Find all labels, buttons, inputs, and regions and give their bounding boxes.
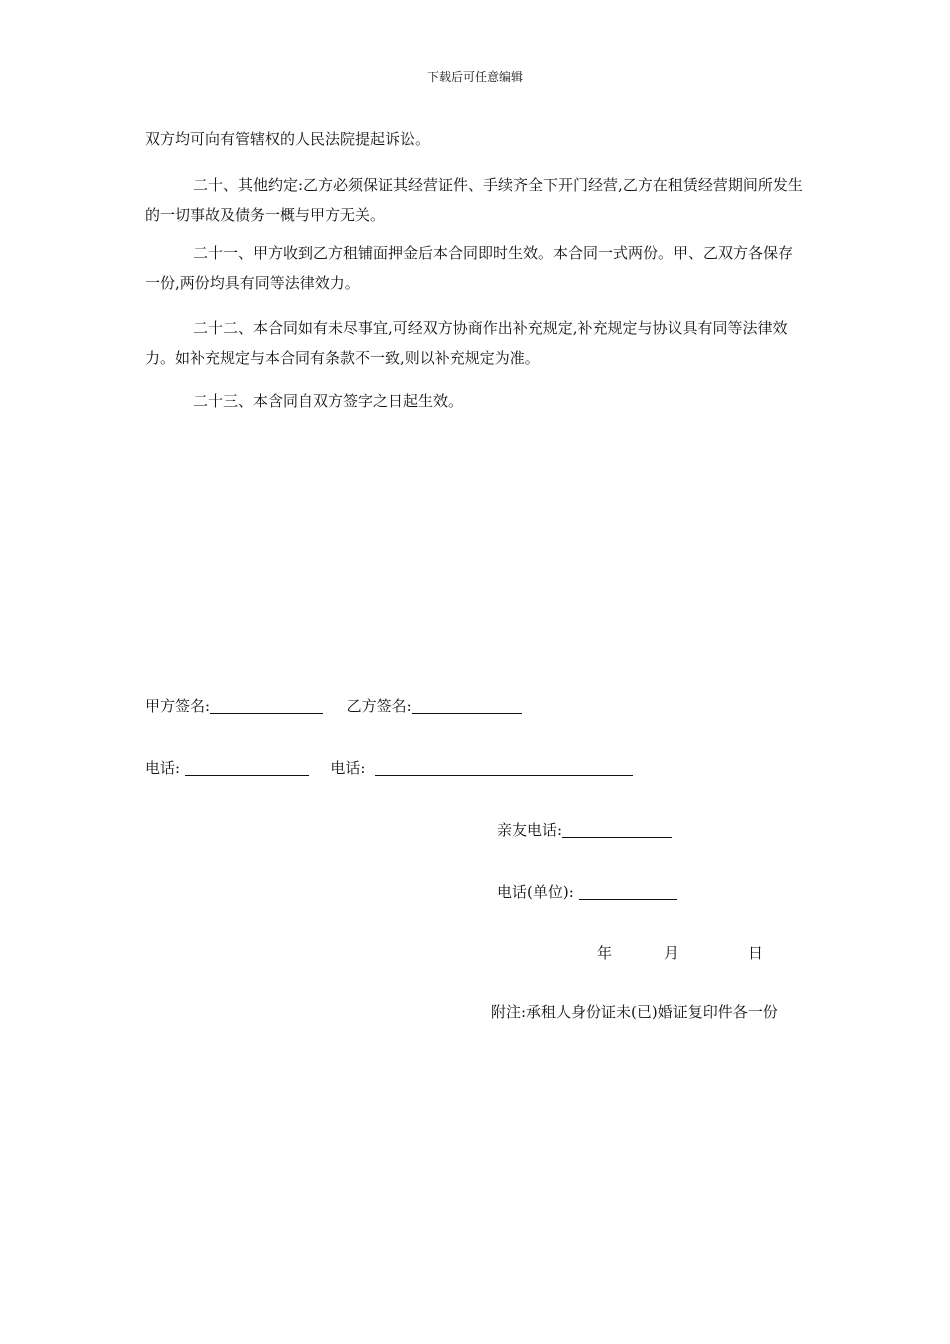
relative-phone-label: 亲友电话: (497, 821, 563, 839)
clause-21: 二十一、甲方收到乙方租铺面押金后本合同即时生效。本合同一式两份。甲、乙双方各保存一份,两份均具有同等法律效力。 (145, 244, 794, 292)
date-month-label: 月 (664, 944, 680, 962)
relative-phone-field[interactable] (562, 821, 672, 838)
party-b-signature-label: 乙方签名: (346, 697, 412, 715)
clause-20: 二十、其他约定:乙方必须保证其经营证件、手续齐全下开门经营,乙方在租赁经营期间所发生的一切事故及债务一概与甲方无关。 (145, 176, 803, 224)
party-a-phone-label: 电话: (145, 759, 185, 777)
date-day-label: 日 (748, 944, 764, 962)
work-phone-field[interactable] (579, 883, 677, 900)
work-phone-label: 电话(单位): (497, 883, 579, 901)
party-b-signature-field[interactable] (412, 697, 522, 714)
clause-22: 二十二、本合同如有未尽事宜,可经双方协商作出补充规定,补充规定与协议具有同等法律效力。如补充规定与本合同有条款不一致,则以补充规定为准。 (145, 319, 788, 367)
party-b-phone-label: 电话: (330, 759, 366, 777)
party-a-phone-field[interactable] (185, 759, 309, 776)
phone-row (145, 758, 633, 778)
signature-row (145, 696, 522, 716)
work-phone-row (497, 882, 677, 902)
clause-23: 二十三、本含同自双方签字之日起生效。 (193, 392, 464, 410)
date-year-label: 年 (597, 944, 613, 962)
party-a-signature-label: 甲方签名: (145, 697, 211, 715)
paragraph-continuation: 双方均可向有管辖权的人民法院提起诉讼。 (145, 130, 431, 148)
party-a-signature-field[interactable] (210, 697, 323, 714)
page-header: 下载后可任意编辑 (426, 70, 523, 84)
attachment-note: 附注:承租人身份证未(已)婚证复印件各一份 (491, 1003, 778, 1021)
relative-phone-row (497, 820, 672, 840)
party-b-phone-field[interactable] (375, 759, 633, 776)
